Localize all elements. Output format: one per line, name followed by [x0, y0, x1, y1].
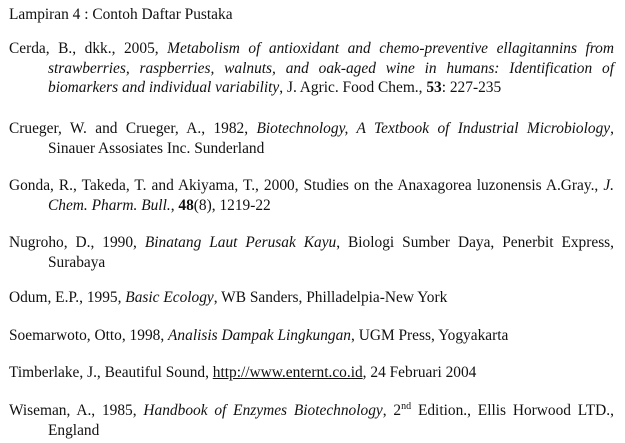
reference-pages: : 227-235 [441, 79, 502, 96]
reference-edition-suffix: nd [401, 400, 412, 412]
reference-publisher: , WB Sanders, Philladelpia-New York [213, 289, 448, 306]
reference-title: Basic Ecology [125, 289, 214, 306]
reference-entry [9, 119, 614, 158]
reference-publisher: , Biologi Sumber Daya, Penerbit Express, Surabaya [48, 234, 615, 271]
reference-journal: J. Chem. Pharm. Bull. [48, 177, 614, 214]
reference-url-link[interactable]: http://www.enternt.co.id [212, 364, 363, 381]
reference-date: , 24 Februari 2004 [362, 364, 477, 381]
reference-entry [9, 363, 614, 383]
reference-author-year: Cerda, B., dkk., 2005, [9, 40, 168, 57]
reference-publisher: Edition., Ellis Horwood LTD., England [48, 402, 614, 439]
appendix-heading: Lampiran 4 : Contoh Daftar Pustaka [9, 6, 233, 23]
reference-entry [9, 176, 614, 215]
reference-title: Analisis Dampak Lingkungan [168, 327, 352, 344]
reference-title: Biotechnology, A Textbook of Industrial Microbiology [256, 120, 611, 137]
reference-entry [9, 401, 614, 440]
reference-entry [9, 39, 614, 98]
reference-pages: (8), 1219-22 [193, 196, 271, 214]
reference-title: Handbook of Enzymes Biotechnology [143, 402, 383, 419]
reference-volume: 53 [426, 79, 442, 96]
reference-author-year: Odum, E.P., 1995, [9, 289, 126, 306]
reference-entry [9, 326, 614, 346]
reference-author-year: Gonda, R., Takeda, T. and Akiyama, T., 2000, Studies on the Anaxagorea luzonensis A.Gray., [9, 177, 604, 194]
reference-title: Binatang Laut Perusak Kayu [144, 234, 337, 251]
reference-publisher: , Sinauer Assosiates Inc. Sunderland [48, 120, 614, 157]
reference-entry [9, 233, 614, 272]
reference-journal: , J. Agric. Food Chem., [279, 79, 427, 96]
reference-author-year: Crueger, W. and Crueger, A., 1982, [9, 120, 257, 137]
reference-entry [9, 288, 614, 308]
reference-publisher: , UGM Press, Yogyakarta [351, 327, 509, 344]
reference-volume: 48 [178, 196, 194, 214]
reference-edition: , 2 [382, 402, 402, 419]
reference-title: Metabolism of antioxidant and chemo-preventive ellagitannins from strawberries, raspberries, walnuts, and oak-aged wine in humans: Identification of biomarkers and individual variability [48, 40, 614, 96]
reference-author-year: Nugroho, D., 1990, [9, 234, 145, 251]
reference-author-year: Soemarwoto, Otto, 1998, [9, 327, 169, 344]
reference-author-year: Wiseman, A., 1985, [9, 402, 144, 419]
reference-author-year: Timberlake, J., Beautiful Sound, [9, 364, 213, 381]
reference-separator: , [170, 196, 179, 214]
